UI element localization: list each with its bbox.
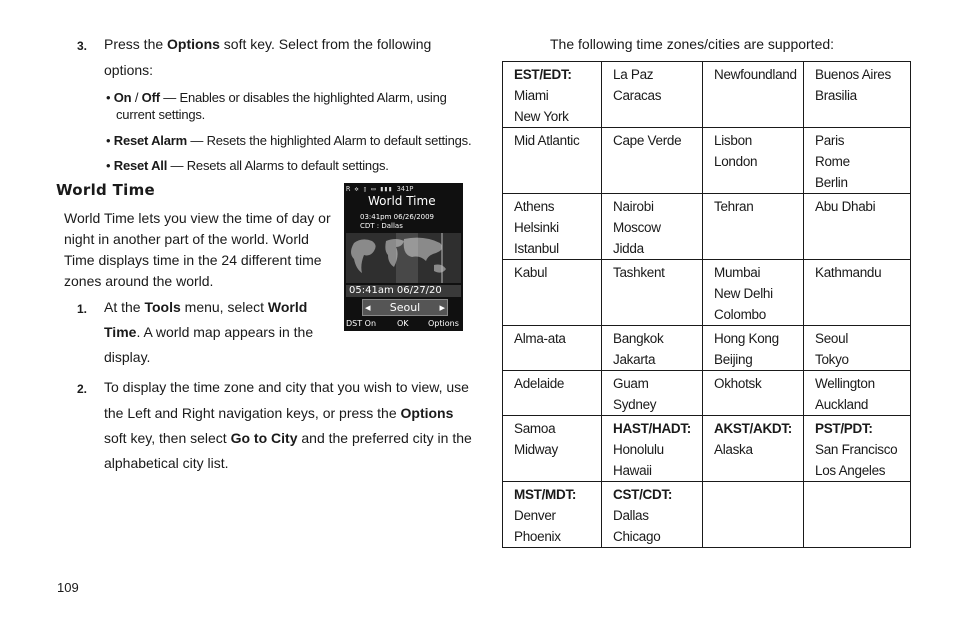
city-name: Jidda (613, 241, 644, 256)
table-cell (503, 128, 602, 194)
table-row (503, 416, 911, 482)
table-cell (703, 416, 804, 482)
zone-label: PST/PDT: (815, 421, 873, 436)
city-name: La Paz (613, 67, 654, 82)
chevron-left-icon: ◂ (365, 301, 371, 314)
table-cell (703, 62, 804, 128)
phone-city-selector: ◂ Seoul ▸ (362, 299, 448, 316)
table-cell (804, 260, 911, 326)
city-name: Tehran (714, 199, 754, 214)
city-name: Denver (514, 508, 556, 523)
city-name: Honolulu (613, 442, 664, 457)
table-row (503, 482, 911, 548)
city-name: Cape Verde (613, 133, 682, 148)
table-cell (503, 371, 602, 416)
city-name: Tokyo (815, 352, 849, 367)
step-2-line-4: alphabetical city list. (104, 455, 229, 471)
city-name: Paris (815, 133, 845, 148)
city-name: Hawaii (613, 463, 652, 478)
table-cell (703, 482, 804, 548)
zone-label: CST/CDT: (613, 487, 673, 502)
city-name: Wellington (815, 376, 875, 391)
step-2-number: 2. (77, 382, 88, 396)
city-name: Helsinki (514, 220, 559, 235)
city-name: Mumbai (714, 265, 761, 280)
table-row (503, 326, 911, 371)
city-name: Brasilia (815, 88, 857, 103)
step-2-line-2: the Left and Right navigation keys, or press the Options (104, 405, 454, 421)
bullet-on-off: • On / Off — Enables or disables the highlighted Alarm, using (106, 90, 447, 105)
bullet-reset-all: • Reset All — Resets all Alarms to default settings. (106, 158, 389, 173)
bullet-reset-alarm: • Reset Alarm — Resets the highlighted Alarm to default settings. (106, 133, 472, 148)
step-1-text: At the Tools menu, select World (104, 299, 308, 315)
table-row (503, 194, 911, 260)
table-cell (602, 482, 703, 548)
world-map-image (346, 233, 461, 283)
city-name: Colombo (714, 307, 766, 322)
table-cell (804, 194, 911, 260)
city-name: Guam (613, 376, 649, 391)
step-1-number: 1. (77, 302, 88, 316)
city-name: Dallas (613, 508, 649, 523)
chevron-right-icon: ▸ (439, 301, 445, 314)
city-name: Auckland (815, 397, 869, 412)
phone-status-bar: R ✲ ▯ ▭ ▮▮▮ 341P (346, 185, 414, 193)
city-name: Abu Dhabi (815, 199, 876, 214)
table-cell (503, 326, 602, 371)
step-2-line-1: To display the time zone and city that you wish to view, use (104, 379, 469, 395)
city-name: London (714, 154, 758, 169)
city-name: New York (514, 109, 569, 124)
table-cell (804, 128, 911, 194)
table-cell (703, 326, 804, 371)
table-cell (703, 128, 804, 194)
table-cell (804, 416, 911, 482)
phone-local-city: CDT : Dallas (360, 222, 403, 230)
city-name: Nairobi (613, 199, 654, 214)
city-name: Sydney (613, 397, 657, 412)
city-name: Alaska (714, 442, 753, 457)
table-cell (703, 194, 804, 260)
table-cell (804, 326, 911, 371)
section-heading: World Time (56, 181, 155, 199)
city-name: Phoenix (514, 529, 561, 544)
step-3-text: Press the Options soft key. Select from the following (104, 36, 432, 52)
table-cell (602, 260, 703, 326)
city-name: Mid Atlantic (514, 133, 580, 148)
city-name: New Delhi (714, 286, 773, 301)
table-cell (804, 482, 911, 548)
phone-soft-right: Options (428, 319, 459, 328)
intro-paragraph: World Time lets you view the time of day or night in another part of the world. World Time displays time in the 24 different time zones around the world. (64, 210, 331, 289)
city-name: Lisbon (714, 133, 752, 148)
zone-label: MST/MDT: (514, 487, 577, 502)
city-name: Okhotsk (714, 376, 762, 391)
table-row (503, 62, 911, 128)
page-number: 109 (57, 580, 79, 595)
city-name: Rome (815, 154, 850, 169)
city-name: Athens (514, 199, 555, 214)
table-cell (804, 371, 911, 416)
step-3-text-cont: options: (104, 62, 154, 78)
phone-remote-time: 05:41am 06/27/20 (346, 285, 461, 297)
zone-label: HAST/HADT: (613, 421, 691, 436)
table-cell (602, 326, 703, 371)
city-name: Miami (514, 88, 549, 103)
city-name: Samoa (514, 421, 556, 436)
city-name: Newfoundland (714, 67, 797, 82)
phone-screenshot (344, 183, 463, 331)
city-name: Seoul (815, 331, 849, 346)
phone-soft-mid: OK (397, 319, 409, 328)
city-name: Tashkent (613, 265, 665, 280)
step-3-number: 3. (77, 39, 88, 53)
zone-label: AKST/AKDT: (714, 421, 792, 436)
phone-local-time: 03:41pm 06/26/2009 (360, 213, 435, 221)
zone-label: EST/EDT: (514, 67, 572, 82)
table-cell (703, 260, 804, 326)
table-row (503, 371, 911, 416)
table-cell (503, 482, 602, 548)
city-name: Chicago (613, 529, 661, 544)
phone-title: World Time (368, 194, 436, 208)
city-name: Hong Kong (714, 331, 779, 346)
city-name: Moscow (613, 220, 661, 235)
table-cell (602, 371, 703, 416)
city-name: Kabul (514, 265, 548, 280)
time-zone-table (502, 61, 911, 548)
city-name: Buenos Aires (815, 67, 891, 82)
table-cell (703, 371, 804, 416)
step-1-text-2: Time. A world map appears in the (104, 324, 314, 340)
city-name: Beijing (714, 352, 753, 367)
table-caption: The following time zones/cities are supported: (550, 36, 835, 52)
table-row (503, 260, 911, 326)
bullet-on-off-cont: current settings. (116, 107, 206, 122)
table-cell (602, 416, 703, 482)
city-name: Caracas (613, 88, 662, 103)
table-cell (503, 62, 602, 128)
step-2-line-3: soft key, then select Go to City and the preferred city in the (104, 430, 472, 446)
table-row (503, 128, 911, 194)
options-keyword: Options (167, 36, 220, 52)
table-cell (602, 128, 703, 194)
phone-soft-left: DST On (346, 319, 377, 328)
city-name: San Francisco (815, 442, 898, 457)
table-cell (503, 260, 602, 326)
table-cell (503, 194, 602, 260)
city-name: Adelaide (514, 376, 565, 391)
city-name: Berlin (815, 175, 848, 190)
city-name: Kathmandu (815, 265, 882, 280)
table-cell (602, 194, 703, 260)
city-name: Los Angeles (815, 463, 886, 478)
city-name: Bangkok (613, 331, 664, 346)
table-cell (503, 416, 602, 482)
step-1-text-3: display. (104, 349, 151, 365)
table-cell (804, 62, 911, 128)
city-name: Alma-ata (514, 331, 566, 346)
city-name: Midway (514, 442, 558, 457)
city-name: Istanbul (514, 241, 559, 256)
table-cell (602, 62, 703, 128)
city-name: Jakarta (613, 352, 656, 367)
